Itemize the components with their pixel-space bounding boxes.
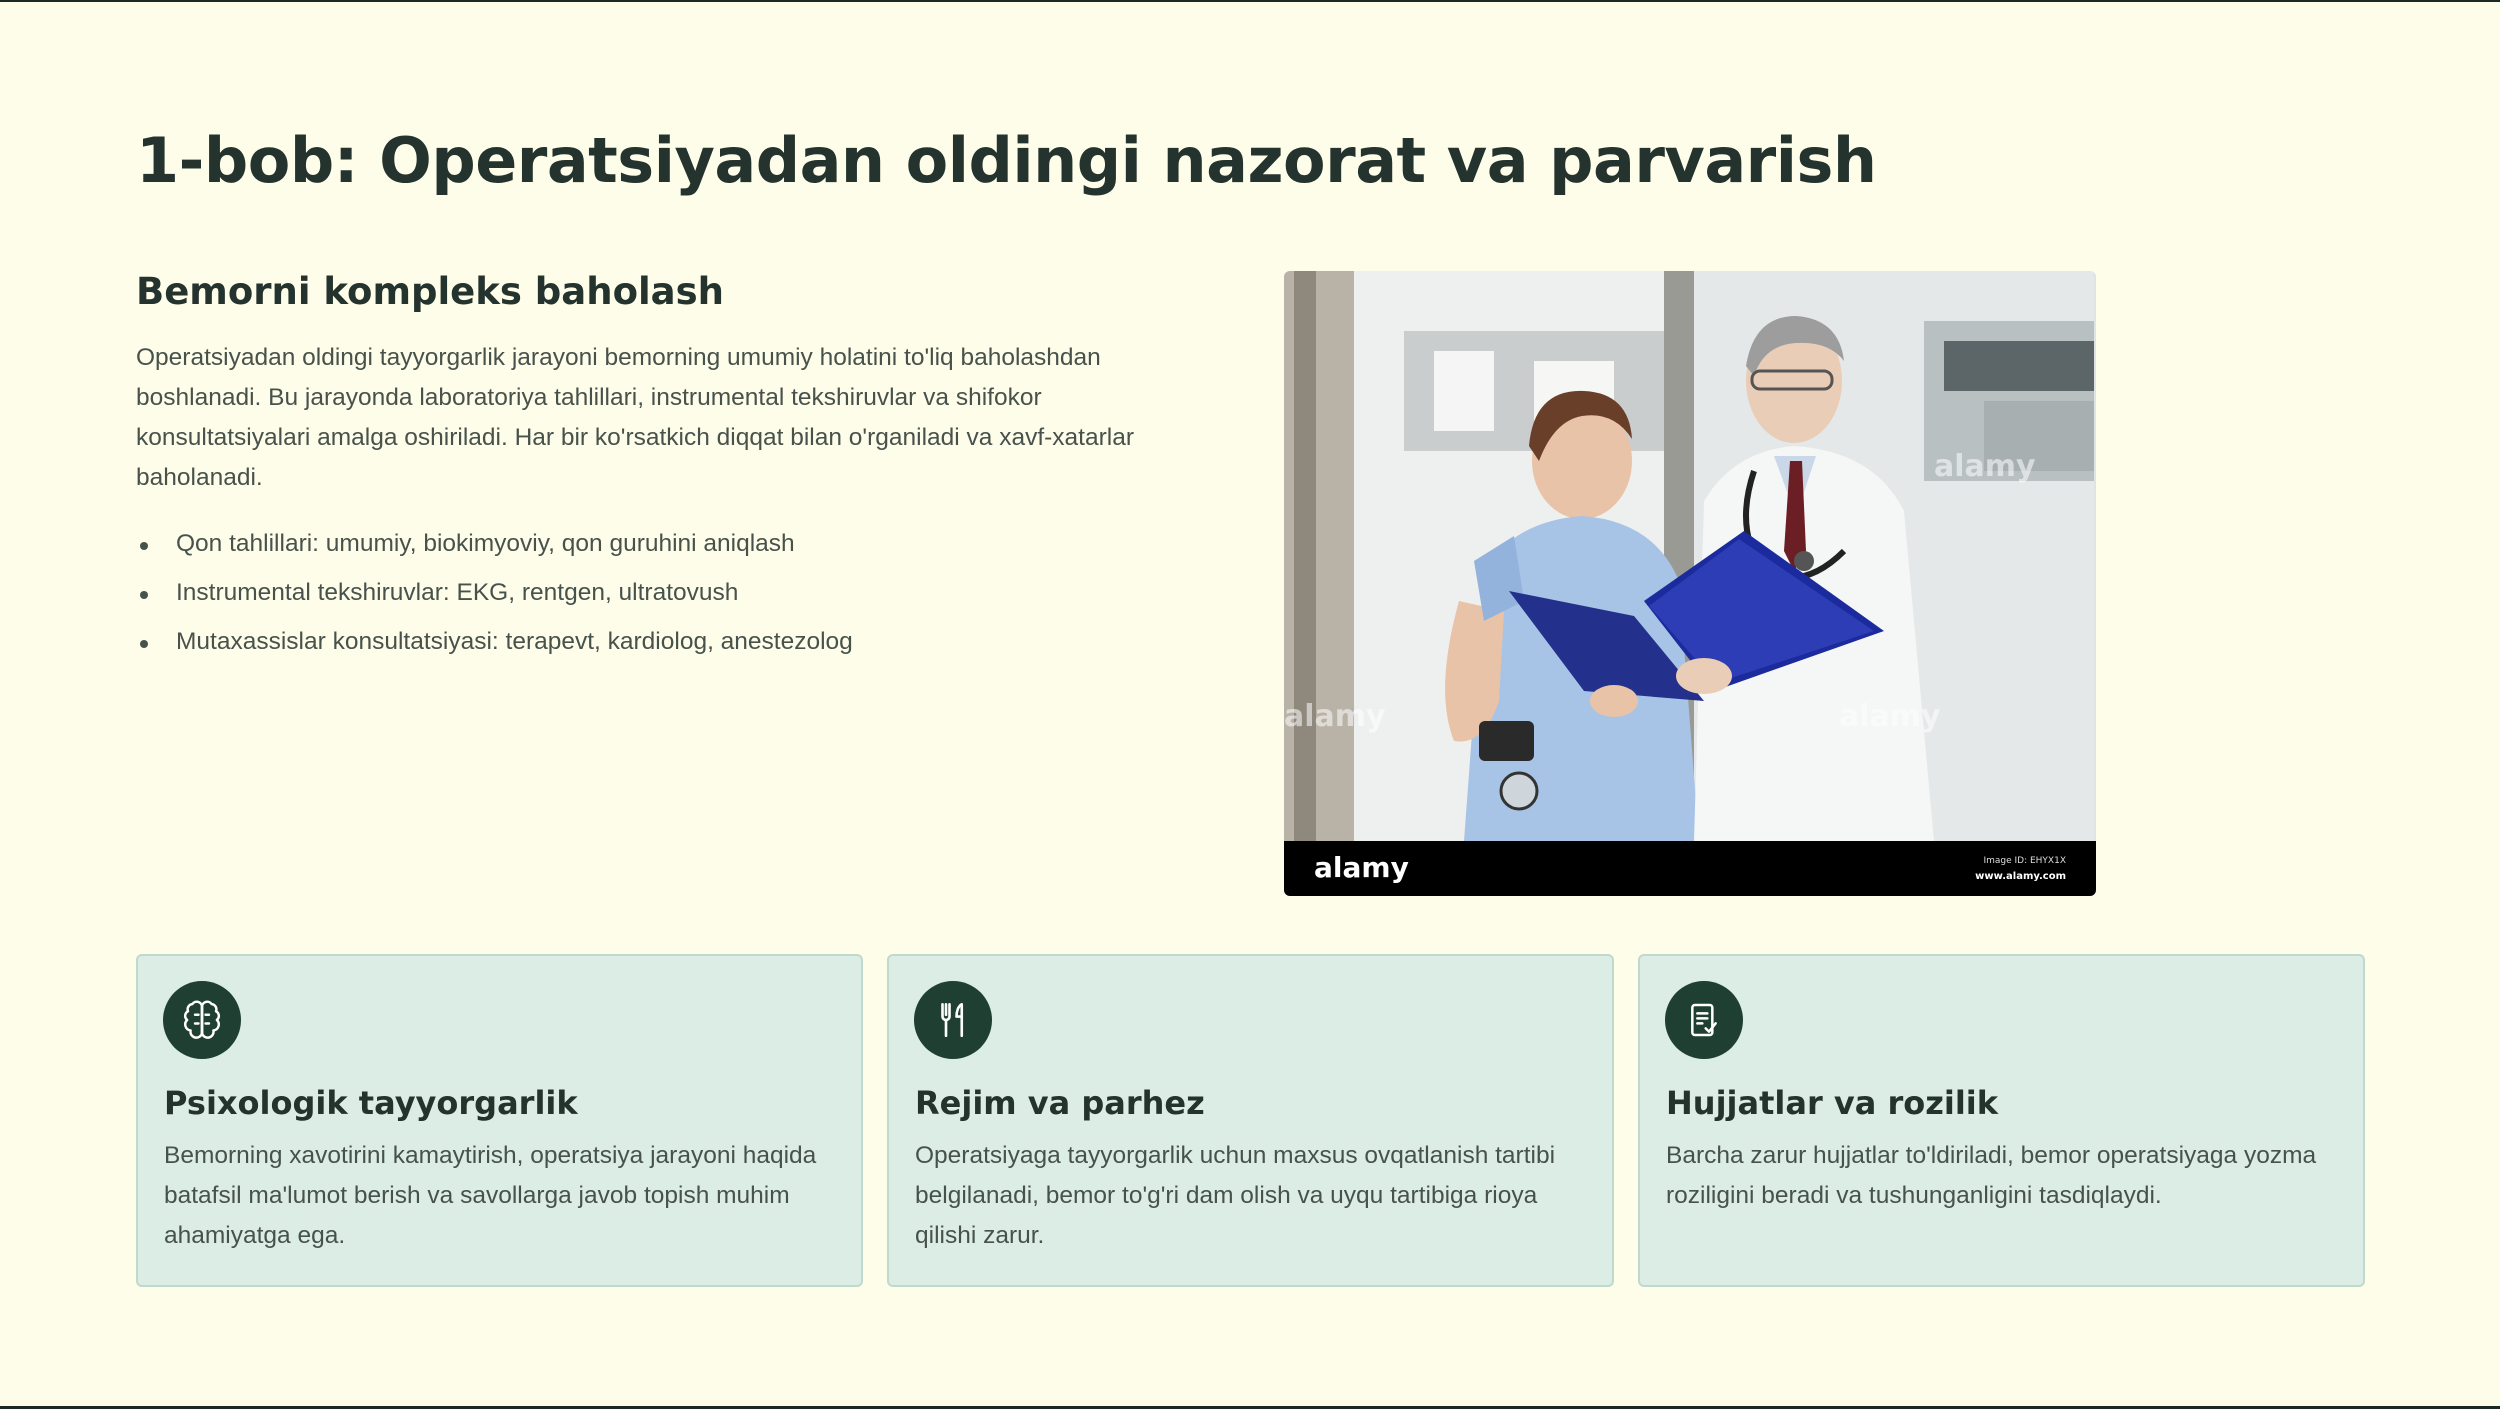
bullet-list xyxy=(136,524,1136,671)
card-text: Operatsiyaga tayyorgarlik uchun maxsus ovqatlanish tartibi belgilanadi, bemor to'g'ri dam olish va uyqu tartibiga rioya qilishi zarur. xyxy=(915,1142,1556,1249)
card-title: Hujjatlar va rozilik xyxy=(1666,1084,1999,1122)
card-documents-consent xyxy=(1638,954,2365,1287)
card-title: Psixologik tayyorgarlik xyxy=(164,1084,578,1122)
card-title: Rejim va parhez xyxy=(915,1084,1205,1122)
card-text: Barcha zarur hujjatlar to'ldiriladi, bemor operatsiyaga yozma roziligini beradi va tushunganligini tasdiqlaydi. xyxy=(1666,1142,2317,1209)
section-paragraph: Operatsiyadan oldingi tayyorgarlik jarayoni bemorning umumiy holatini to'liq baholashdan boshlanadi. Bu jarayonda laboratoriya tahlillari, instrumental tekshiruvlar va shifokor konsultatsiyalari amalga oshiriladi. Har bir ko'rsatkich diqqat bilan o'rganiladi va xavf-xatarlar baholanadi. xyxy=(136,344,1134,491)
bullet-item: Qon tahlillari: umumiy, biokimyoviy, qon guruhini aniqlash xyxy=(136,524,1136,573)
card-regime-diet xyxy=(887,954,1614,1287)
utensils-icon xyxy=(914,981,992,1059)
watermark-image-id: Image ID: EHYX1X xyxy=(1983,856,2066,866)
doctor-nurse-photo xyxy=(1284,271,2096,896)
watermark-site: www.alamy.com xyxy=(1975,871,2066,882)
section-heading: Bemorni kompleks baholash xyxy=(136,270,725,313)
card-psychological-preparation xyxy=(136,954,863,1287)
svg-text:alamy: alamy xyxy=(1839,699,1941,734)
bullet-item: Mutaxassislar konsultatsiyasi: terapevt, kardiolog, anestezolog xyxy=(136,622,1136,671)
card-text: Bemorning xavotirini kamaytirish, operatsiya jarayoni haqida batafsil ma'lumot berish va savollarga javob topish muhim ahamiyatga ega. xyxy=(164,1142,817,1249)
svg-text:alamy: alamy xyxy=(1284,699,1386,734)
watermark-brand: alamy xyxy=(1314,851,1409,884)
brain-icon xyxy=(163,981,241,1059)
document-check-icon xyxy=(1665,981,1743,1059)
page-title: 1-bob: Operatsiyadan oldingi nazorat va parvarish xyxy=(136,124,1877,197)
svg-text:alamy: alamy xyxy=(1934,449,2036,484)
bullet-item: Instrumental tekshiruvlar: EKG, rentgen, ultratovush xyxy=(136,573,1136,622)
